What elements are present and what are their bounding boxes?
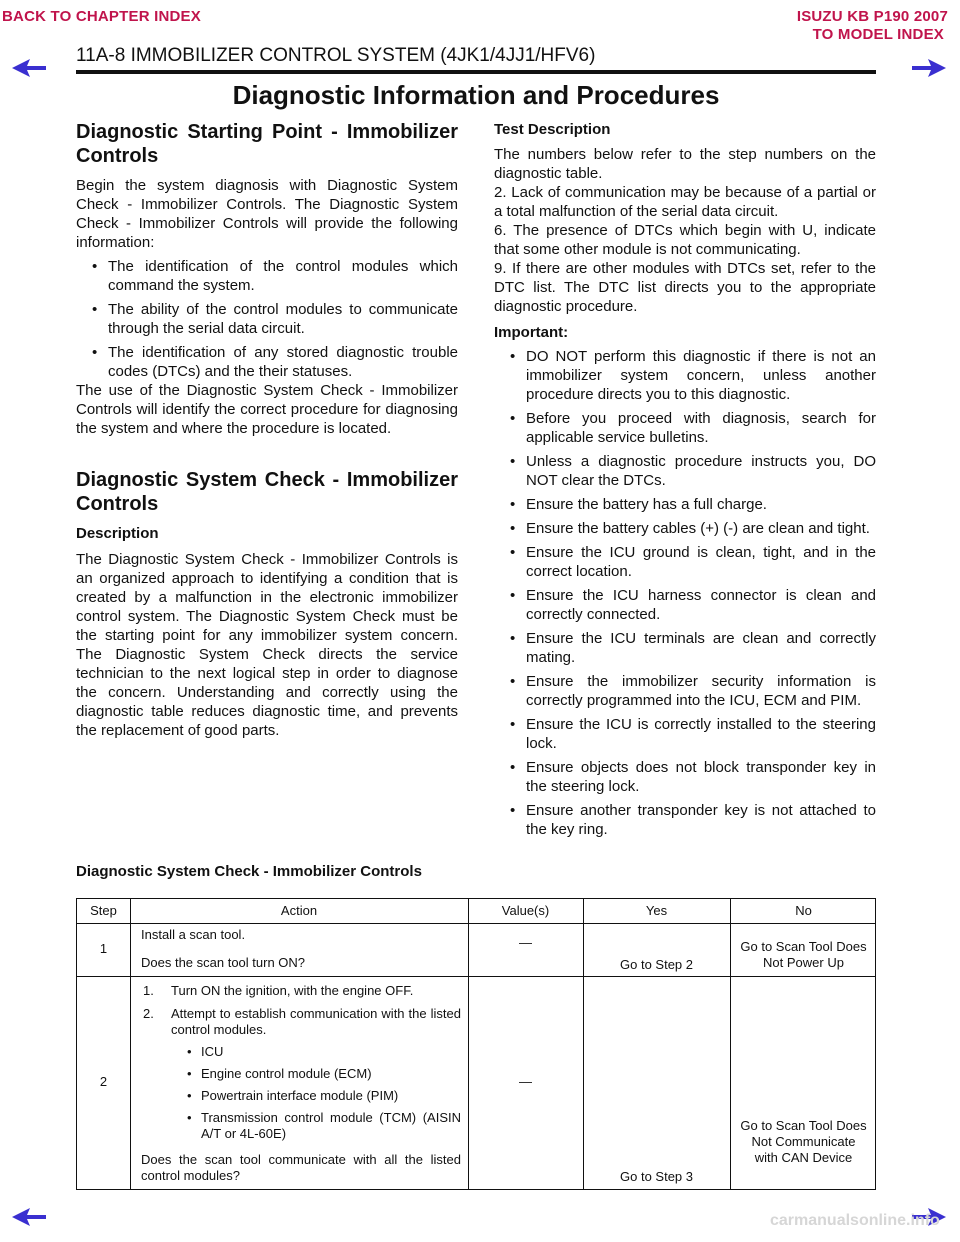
- row2-no-link[interactable]: Go to Scan Tool Does Not Communicate with CAN Device: [740, 1118, 867, 1165]
- list-item: • DO NOT perform this diagnostic if there is not an immobilizer system concern, unless another procedure directs you to this diagnostic.: [494, 347, 876, 404]
- table-caption: Diagnostic System Check - Immobilizer Controls: [76, 863, 422, 880]
- step-text: Attempt to establish communication with the listed control modules.: [171, 1006, 461, 1037]
- list-item: • The ability of the control modules to communicate through the serial data circuit.: [76, 300, 458, 338]
- list-item: • The identification of the control modules which command the system.: [76, 257, 458, 295]
- list-item: • Ensure another transponder key is not attached to the key ring.: [494, 801, 876, 839]
- page-header-title: 11A-8 IMMOBILIZER CONTROL SYSTEM (4JK1/4JJ1/HFV6): [76, 45, 596, 66]
- list-item: • The identification of any stored diagnostic trouble codes (DTCs) and the their statuses.: [76, 343, 458, 381]
- list-item: • Ensure the ICU ground is clean, tight, and in the correct location.: [494, 543, 876, 581]
- row1-values: —: [519, 935, 532, 950]
- list-item: • Ensure objects does not block transponder key in the steering lock.: [494, 758, 876, 796]
- test-intro: The numbers below refer to the step numbers on the diagnostic table.: [494, 146, 876, 182]
- header-action: Action: [280, 903, 318, 918]
- right-column: [494, 121, 876, 844]
- list-item: • Ensure the immobilizer security information is correctly programmed into the ICU, ECM and PIM.: [494, 672, 876, 710]
- test-description-label: Test Description: [494, 121, 611, 138]
- test-item: 6. The presence of DTCs which begin with U, indicate that some other module is not communicating.: [494, 222, 876, 258]
- header-step: Step: [90, 903, 117, 918]
- header-yes: Yes: [645, 903, 668, 918]
- left-column: [76, 120, 458, 740]
- list-item: • Ensure the ICU terminals are clean and correctly mating.: [494, 629, 876, 667]
- list-item: • Transmission control module (TCM) (AISIN A/T or 4L-60E): [171, 1110, 461, 1142]
- heading-line: Diagnostic Starting Point - Immobilizer: [76, 121, 458, 143]
- intro-paragraph: Begin the system diagnosis with Diagnostic System Check - Immobilizer Controls. The Diagnostic System Check - Immobilizer Controls will provide the following information:: [76, 177, 458, 251]
- list-item: • Engine control module (ECM): [171, 1066, 461, 1082]
- outro-paragraph: The use of the Diagnostic System Check - Immobilizer Controls will identify the correct procedure for diagnosing the system and where the procedure is located.: [76, 382, 458, 437]
- row2-step: 2: [99, 1074, 108, 1089]
- list-item: • Ensure the battery cables (+) (-) are clean and tight.: [494, 519, 876, 538]
- step-number: 1.: [143, 983, 154, 998]
- row1-question: Does the scan tool turn ON?: [141, 955, 306, 970]
- description-paragraph: The Diagnostic System Check - Immobilizer Controls is an organized approach to identifying a condition that is created by a malfunction in the electronic immobilizer control system. The Diagnostic System Check must be the starting point for any immobilizer system concern. The Diagnostic System Check directs the service technician to the next logical step in order to diagnose the concern. Understanding and correctly using the diagnostic table reduces diagnostic time, and prevents the replacement of good parts.: [76, 551, 458, 739]
- main-title: Diagnostic Information and Procedures: [232, 80, 720, 110]
- previous-page-arrow-icon[interactable]: [10, 57, 48, 79]
- row2-yes-link[interactable]: Go to Step 3: [620, 1169, 693, 1184]
- row2-values: —: [519, 1074, 532, 1089]
- column-divider: [730, 899, 731, 1189]
- row1-no-link[interactable]: Go to Scan Tool Does Not Power Up: [740, 939, 867, 970]
- header-rule: [76, 70, 876, 74]
- list-item: • Ensure the ICU is correctly installed to the steering lock.: [494, 715, 876, 753]
- row1-action-text: Install a scan tool.: [141, 927, 246, 942]
- list-item: • ICU: [171, 1044, 461, 1060]
- column-divider: [583, 899, 584, 1189]
- diagnostic-table: [76, 898, 876, 1190]
- model-title-link[interactable]: ISUZU KB P190 2007: [796, 8, 948, 25]
- heading-line: Controls: [76, 145, 159, 167]
- test-item: 2. Lack of communication may be because of a partial or a total malfunction of the serial data circuit.: [494, 184, 876, 220]
- row-divider: [77, 976, 875, 977]
- column-divider: [130, 899, 131, 1189]
- back-to-chapter-link[interactable]: BACK TO CHAPTER INDEX: [2, 8, 201, 25]
- list-item: • Before you proceed with diagnosis, search for applicable service bulletins.: [494, 409, 876, 447]
- back-to-model-link[interactable]: TO MODEL INDEX: [812, 26, 944, 43]
- test-item: 9. If there are other modules with DTCs set, refer to the DTC list. The DTC list directs you to the appropriate diagnostic procedure.: [494, 260, 876, 315]
- heading-line: Controls: [76, 493, 159, 515]
- row1-yes-link[interactable]: Go to Step 2: [620, 957, 693, 972]
- info-bullet-list: [76, 257, 458, 381]
- step-text: Turn ON the ignition, with the engine OFF.: [171, 983, 414, 998]
- row1-step: 1: [99, 941, 108, 956]
- row2-step-list: [141, 983, 461, 1142]
- description-label: Description: [76, 525, 159, 542]
- section-heading-starting-point: [76, 120, 458, 168]
- list-item: • Ensure the ICU harness connector is clean and correctly connected.: [494, 586, 876, 624]
- table-header: [77, 899, 875, 924]
- section-heading-system-check: [76, 468, 458, 516]
- module-list: [171, 1044, 461, 1142]
- heading-line: Diagnostic System Check - Immobilizer: [76, 469, 458, 491]
- list-item: • Unless a diagnostic procedure instructs you, DO NOT clear the DTCs.: [494, 452, 876, 490]
- row2-question: Does the scan tool communicate with all the listed control modules?: [141, 1152, 461, 1183]
- list-item: • Powertrain interface module (PIM): [171, 1088, 461, 1104]
- list-item: [141, 983, 461, 999]
- row2-action: [141, 983, 461, 1184]
- header-values: Value(s): [501, 903, 550, 918]
- header-no: No: [795, 903, 812, 918]
- list-item: • Ensure the battery has a full charge.: [494, 495, 876, 514]
- next-page-arrow-icon[interactable]: [910, 57, 948, 79]
- row1-action: [141, 927, 461, 971]
- previous-page-arrow-icon[interactable]: [10, 1206, 48, 1228]
- list-item: [141, 1006, 461, 1142]
- important-label: Important:: [494, 324, 569, 341]
- watermark-text: carmanualsonline.info: [770, 1212, 940, 1229]
- important-list: [494, 347, 876, 839]
- step-number: 2.: [143, 1006, 154, 1021]
